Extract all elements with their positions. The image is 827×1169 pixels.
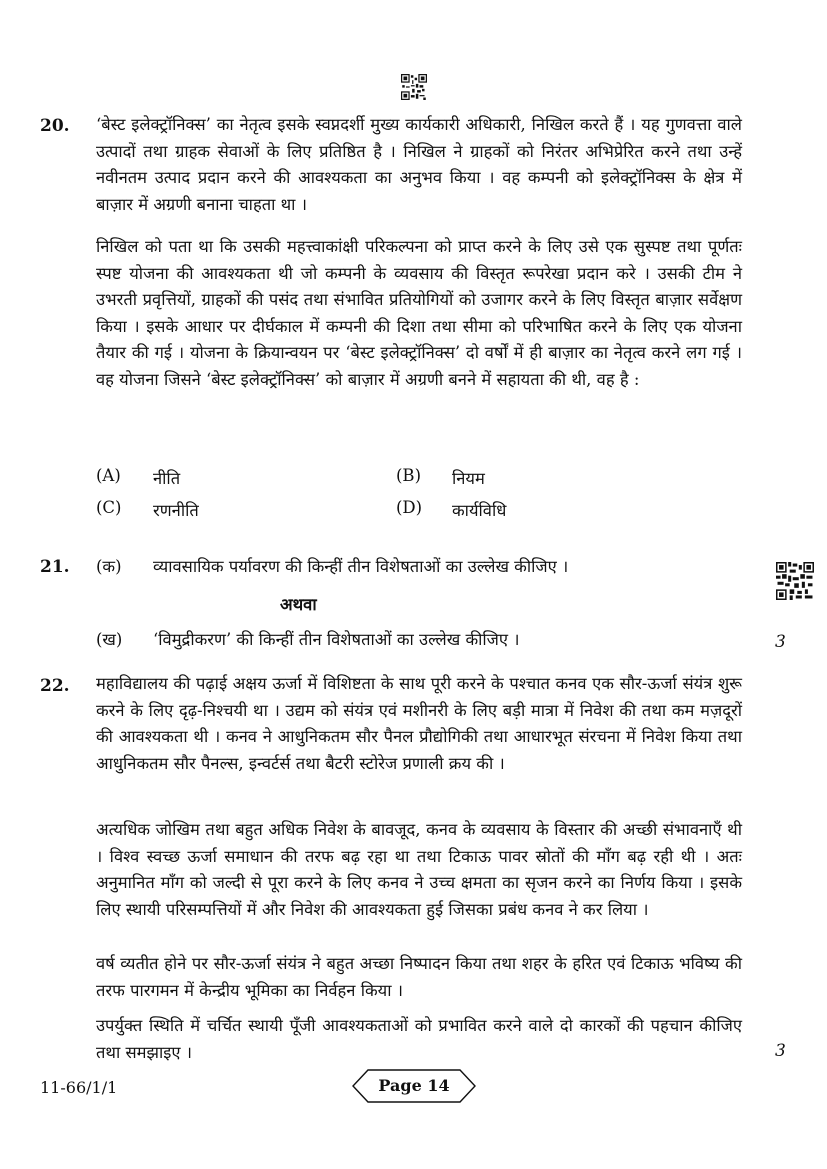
option-a-text: नीति xyxy=(153,469,181,488)
part-a-text: व्यावसायिक पर्यावरण की किन्हीं तीन विशेषताओं का उल्लेख कीजिए । xyxy=(153,557,569,576)
question-22-paragraph-2: अत्यधिक जोखिम तथा बहुत अधिक निवेश के बावजूद, कनव के व्यवसाय के विस्तार की अच्छी संभावनाएँ थी । विश्व स्वच्छ ऊर्जा समाधान की तरफ बढ़ रहा था तथा टिकाऊ पावर स्रोतों की माँग बढ़ रही थी । अतः अनुमानित माँग को जल्दी से पूरा करने के लिए कनव ने उच्च क्षमता का सृजन करने का निर्णय किया । इसके लिए स्थायी परिसम्पत्तियों में और निवेश की आवश्यकता हुई जिसका प्रबंध कनव ने कर लिया । xyxy=(96,820,742,919)
question-22-paragraph-1: महाविद्यालय की पढ़ाई अक्षय ऊर्जा में विशिष्टता के साथ पूरी करने के पश्चात कनव एक सौर-ऊर्जा संयंत्र शुरू करने के लिए दृढ़-निश्चयी था । उद्यम को संयंत्र एवं मशीनरी के लिए बड़ी मात्रा में निवेश की तथा कम मज़दूरों की आवश्यकता थी । कनव ने आधुनिकतम सौर पैनल प्रौद्योगिकी तथा आधारभूत संरचना में निवेश किया तथा आधुनिकतम सौर पैनल्स, इन्वर्टर्स तथा बैटरी स्टोरेज प्रणाली क्रय की । xyxy=(96,674,742,773)
question-20-paragraph-2: निखिल को पता था कि उसकी महत्त्वाकांक्षी परिकल्पना को प्राप्त करने के लिए उसे एक सुस्पष्ट तथा पूर्णतः स्पष्ट योजना की आवश्यकता थी जो कम्पनी के व्यवसाय की विस्तृत रूपरेखा प्रदान करे । उसकी टीम ने उभरती प्रवृत्तियों, ग्राहकों की पसंद तथा संभावित प्रतियोगियों को उजागर करने के लिए विस्तृत बाज़ार सर्वेक्षण किया । इसके आधार पर दीर्घकाल में कम्पनी की दिशा तथा सीमा को परिभाषित करने के लिए एक योजना तैयार की गई । योजना के क्रियान्वयन पर ‘बेस्ट इलेक्ट्रॉनिक्स’ दो वर्षों में ही बाज़ार का नेतृत्व करने लग गई । वह योजना जिसने ‘बेस्ट इलेक्ट्रॉनिक्स’ को बाज़ार में अग्रणी बनने में सहायता की थी, वह है : xyxy=(96,237,742,389)
page-number-tag xyxy=(352,1069,476,1103)
option-b-text: नियम xyxy=(452,469,485,488)
part-a-label: (क) xyxy=(96,557,122,576)
option-d-label: (D) xyxy=(396,498,423,517)
option-a-label: (A) xyxy=(96,466,121,485)
marks-label: 3 xyxy=(775,632,786,652)
option-c-text: रणनीति xyxy=(153,501,199,520)
paper-code: 11-66/1/1 xyxy=(40,1078,118,1097)
question-number: 22. xyxy=(40,676,70,696)
or-text: अथवा xyxy=(280,595,317,614)
question-20-paragraph-1: ‘बेस्ट इलेक्ट्रॉनिक्स’ का नेतृत्व इसके स्वप्नदर्शी मुख्य कार्यकारी अधिकारी, निखिल करते हैं । यह गुणवत्ता वाले उत्पादों तथा ग्राहक सेवाओं के लिए प्रतिष्ठित है । निखिल ने ग्राहकों को निरंतर अभिप्रेरित करने तथा उन्हें नवीनतम उत्पाद प्रदान करने की आवश्यकता का अनुभव किया । वह कम्पनी को इलेक्ट्रॉनिक्स के क्षेत्र में बाज़ार में अग्रणी बनाना चाहता था । xyxy=(96,115,742,214)
qr-code-icon xyxy=(776,562,814,600)
question-number: 21. xyxy=(40,557,70,577)
marks-label: 3 xyxy=(775,1041,786,1061)
question-number: 20. xyxy=(40,116,70,136)
qr-code-icon xyxy=(401,74,427,100)
part-b-text: ‘विमुद्रीकरण’ की किन्हीं तीन विशेषताओं का उल्लेख कीजिए । xyxy=(153,630,520,649)
question-22-paragraph-3: वर्ष व्यतीत होने पर सौर-ऊर्जा संयंत्र ने बहुत अच्छा निष्पादन किया तथा शहर के हरित एवं टिकाऊ भविष्य की तरफ पारगमन में केन्द्रीय भूमिका का निर्वहन किया । xyxy=(96,954,742,1000)
page-number: Page 14 xyxy=(378,1076,450,1095)
part-b-label: (ख) xyxy=(96,630,123,649)
option-b-label: (B) xyxy=(396,466,421,485)
option-d-text: कार्यविधि xyxy=(452,501,507,520)
question-22-paragraph-4: उपर्युक्त स्थिति में चर्चित स्थायी पूँजी आवश्यकताओं को प्रभावित करने वाले दो कारकों की पहचान कीजिए तथा समझाइए । xyxy=(96,1016,742,1062)
option-c-label: (C) xyxy=(96,498,122,517)
